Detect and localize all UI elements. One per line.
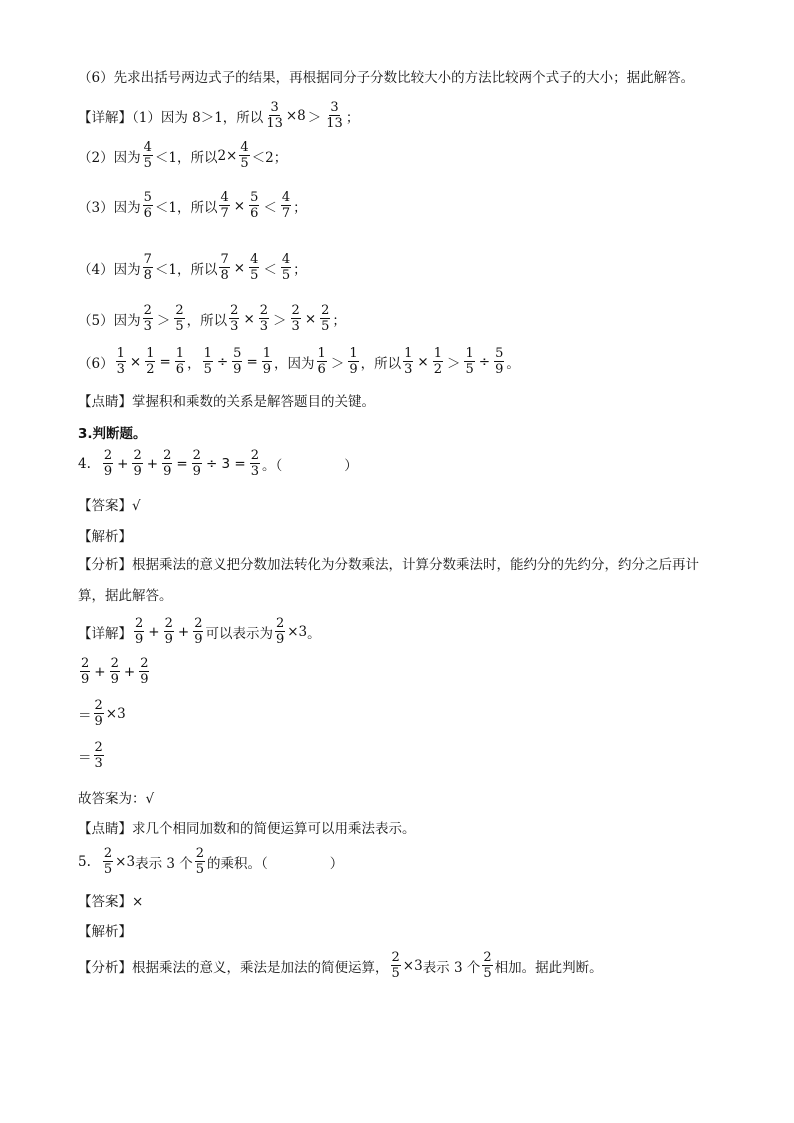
text: ，因为 (274, 355, 315, 372)
text: （4）因为 (78, 261, 141, 278)
fraction-2-9: $\frac{2}{9}$ (94, 698, 103, 729)
fraction-2-9: $\frac{2}{9}$ (81, 656, 90, 687)
fraction-2-5: $\frac{2}{5}$ (195, 846, 205, 877)
text: ＝ (78, 707, 92, 724)
detail-line-3 (78, 190, 307, 221)
text: ＜1 (154, 199, 177, 216)
text: 2× (217, 147, 238, 164)
fraction-1-5: $\frac{1}{5}$ (203, 346, 212, 377)
question-4 (78, 448, 358, 479)
fraction-7-8: $\frac{7}{8}$ (143, 252, 152, 283)
analysis-4 (78, 550, 718, 612)
text: ； (293, 261, 307, 278)
question-number: 4. (78, 455, 91, 472)
analysis-line-6 (78, 66, 694, 86)
text: 的乘积。（ (207, 855, 268, 872)
text: ÷ 3 = (205, 455, 246, 472)
detail-line-6 (78, 346, 520, 377)
fraction-2-3: $\frac{2}{3}$ (230, 303, 239, 334)
section-heading (78, 422, 147, 442)
text: + (94, 663, 106, 680)
question-5 (78, 846, 343, 877)
text: × (129, 353, 142, 370)
fraction-2-9: $\frac{2}{9}$ (135, 616, 144, 647)
text: × (233, 197, 246, 214)
text: 。 (307, 625, 321, 642)
fraction-7-8: $\frac{7}{8}$ (220, 252, 229, 283)
text: ＜1 (154, 261, 177, 278)
fraction-4-5: $\frac{4}{5}$ (250, 252, 259, 283)
fraction-4-5: $\frac{4}{5}$ (143, 140, 152, 171)
text: 故答案为：√ (78, 791, 155, 807)
fraction-4-7: $\frac{4}{7}$ (281, 190, 291, 221)
text: ＞ (330, 355, 345, 372)
text: 【解析】 (78, 924, 132, 940)
detail-line-4 (78, 252, 307, 283)
fraction-4-7: $\frac{4}{7}$ (220, 190, 229, 221)
fraction-2-3: $\frac{2}{3}$ (291, 303, 300, 334)
text: 【详解】（1）因为 8＞1，所以 (78, 109, 264, 126)
fraction-2-3: $\frac{2}{3}$ (143, 303, 152, 334)
fraction-2-3: $\frac{2}{3}$ (250, 448, 260, 479)
text: × (243, 310, 255, 327)
fraction-2-9: $\frac{2}{9}$ (275, 616, 285, 647)
fraction-2-9: $\frac{2}{9}$ (103, 448, 113, 479)
text: ＞ (307, 109, 322, 126)
fraction-2-9: $\frac{2}{9}$ (192, 448, 201, 479)
text: × (233, 259, 246, 276)
fraction-1-6: $\frac{1}{6}$ (317, 346, 326, 377)
question-number: 5. (78, 853, 91, 870)
text: ＜2 (251, 149, 274, 166)
text: 【分析】根据乘法的意义，乘法是加法的简便运算， (78, 959, 389, 976)
text: 【解析】 (78, 529, 132, 545)
text: ÷ (216, 353, 229, 370)
text: ， (187, 355, 201, 372)
text: ，所以 (176, 199, 218, 216)
tip-4 (78, 817, 416, 837)
fraction-2-9: $\frac{2}{9}$ (164, 616, 173, 647)
text: ×8 (285, 107, 306, 124)
fraction-1-5: $\frac{1}{5}$ (465, 346, 474, 377)
fraction-4-5: $\frac{4}{5}$ (281, 252, 291, 283)
text: ，所以 (186, 312, 228, 329)
text: 【点睛】求几个相同加数和的简便运算可以用乘法表示。 (78, 821, 416, 837)
fraction-1-3: $\frac{1}{3}$ (116, 346, 125, 377)
fraction-1-9: $\frac{1}{9}$ (262, 346, 272, 377)
text: ，所以 (176, 149, 218, 166)
text: = (246, 353, 258, 370)
text: ×3 (105, 705, 126, 722)
text: ，所以 (176, 261, 218, 278)
fraction-4-5: $\frac{4}{5}$ (240, 140, 249, 171)
text: + (148, 623, 160, 640)
text: = (159, 353, 171, 370)
fraction-5-9: $\frac{5}{9}$ (495, 346, 504, 377)
text: = (176, 455, 188, 472)
fraction-2-5: $\frac{2}{5}$ (175, 303, 184, 334)
detail-line-5 (78, 303, 346, 334)
fraction-1-2: $\frac{1}{2}$ (146, 346, 155, 377)
text: ＜ (263, 261, 277, 278)
analysis-5 (78, 950, 603, 981)
fraction-2-5: $\frac{2}{5}$ (103, 846, 113, 877)
text: ＞ (156, 312, 171, 329)
calc-step-2 (78, 698, 126, 729)
text: 【分析】根据乘法的意义把分数加法转化为分数乘法，计算分数乘法时，能约分的先约分，约分之后再计算，据此解答。 (78, 557, 699, 604)
text: 3.判断题。 (78, 426, 147, 442)
text: 【答案】× (78, 894, 144, 910)
text: ＜ (263, 199, 277, 216)
text: + (146, 455, 159, 472)
text: 【详解】 (78, 625, 132, 642)
answer-4 (78, 494, 141, 514)
tip-line-1 (78, 390, 375, 410)
fraction-3-13: $\frac{3}{13}$ (326, 100, 343, 131)
text: ） (329, 855, 344, 872)
text: × (304, 310, 317, 327)
text: + (177, 623, 190, 640)
jiexi-4 (78, 525, 132, 545)
text: ，所以 (360, 355, 402, 372)
text: + (123, 663, 136, 680)
text: ； (345, 109, 360, 126)
text: 可以表示为 (205, 625, 273, 642)
text: （6）先求出括号两边式子的结果，再根据同分子分数比较大小的方法比较两个式子的大小；据此解答。 (78, 70, 695, 86)
text: （3）因为 (78, 199, 141, 216)
text: 相加。据此判断。 (494, 959, 603, 976)
fraction-2-9: $\frac{2}{9}$ (133, 448, 142, 479)
fraction-1-6: $\frac{1}{6}$ (175, 346, 185, 377)
detail-line-1 (78, 100, 359, 131)
fraction-2-3: $\frac{2}{3}$ (94, 740, 103, 771)
fraction-2-5: $\frac{2}{5}$ (321, 303, 330, 334)
text: ×3 (115, 853, 136, 870)
fraction-2-9: $\frac{2}{9}$ (194, 616, 203, 647)
text: 。 (506, 355, 520, 372)
calc-step-1 (78, 656, 151, 687)
text: ＝ (78, 749, 92, 766)
text: ； (293, 199, 307, 216)
text: + (117, 455, 129, 472)
text: 表示 3 个 (422, 959, 481, 976)
fraction-1-9: $\frac{1}{9}$ (349, 346, 358, 377)
text: 。（ (262, 457, 283, 474)
fraction-5-9: $\frac{5}{9}$ (233, 346, 242, 377)
text: ×3 (287, 623, 308, 640)
text: 【点睛】掌握积和乘数的关系是解答题目的关键。 (78, 394, 375, 410)
detail-q4 (78, 616, 321, 647)
answer-5 (78, 890, 143, 910)
text: （6） (78, 355, 114, 372)
text: ； (332, 312, 346, 329)
text: ＞ (273, 312, 287, 329)
text: ＞ (446, 355, 461, 372)
text: × (417, 353, 429, 370)
fraction-1-2: $\frac{1}{2}$ (433, 346, 442, 377)
text: （2）因为 (78, 149, 141, 166)
text: 【答案】√ (78, 498, 141, 514)
text: ） (344, 457, 358, 474)
text: ÷ (478, 353, 491, 370)
conclusion-4 (78, 787, 154, 807)
jiexi-5 (78, 920, 132, 940)
fraction-2-9: $\frac{2}{9}$ (140, 656, 149, 687)
fraction-3-13: $\frac{3}{13}$ (266, 100, 283, 131)
text: 表示 3 个 (135, 855, 193, 872)
fraction-1-3: $\frac{1}{3}$ (404, 346, 413, 377)
text: ×3 (402, 957, 423, 974)
text: ； (273, 149, 288, 166)
fraction-2-3: $\frac{2}{3}$ (259, 303, 269, 334)
fraction-2-5: $\frac{2}{5}$ (483, 950, 492, 981)
detail-line-2 (78, 140, 287, 171)
fraction-2-9: $\frac{2}{9}$ (163, 448, 172, 479)
fraction-5-6: $\frac{5}{6}$ (250, 190, 259, 221)
calc-step-3 (78, 740, 106, 771)
text: （5）因为 (78, 312, 141, 329)
fraction-2-5: $\frac{2}{5}$ (391, 950, 400, 981)
fraction-5-6: $\frac{5}{6}$ (143, 190, 152, 221)
text: ＜1 (154, 149, 177, 166)
fraction-2-9: $\frac{2}{9}$ (110, 656, 119, 687)
